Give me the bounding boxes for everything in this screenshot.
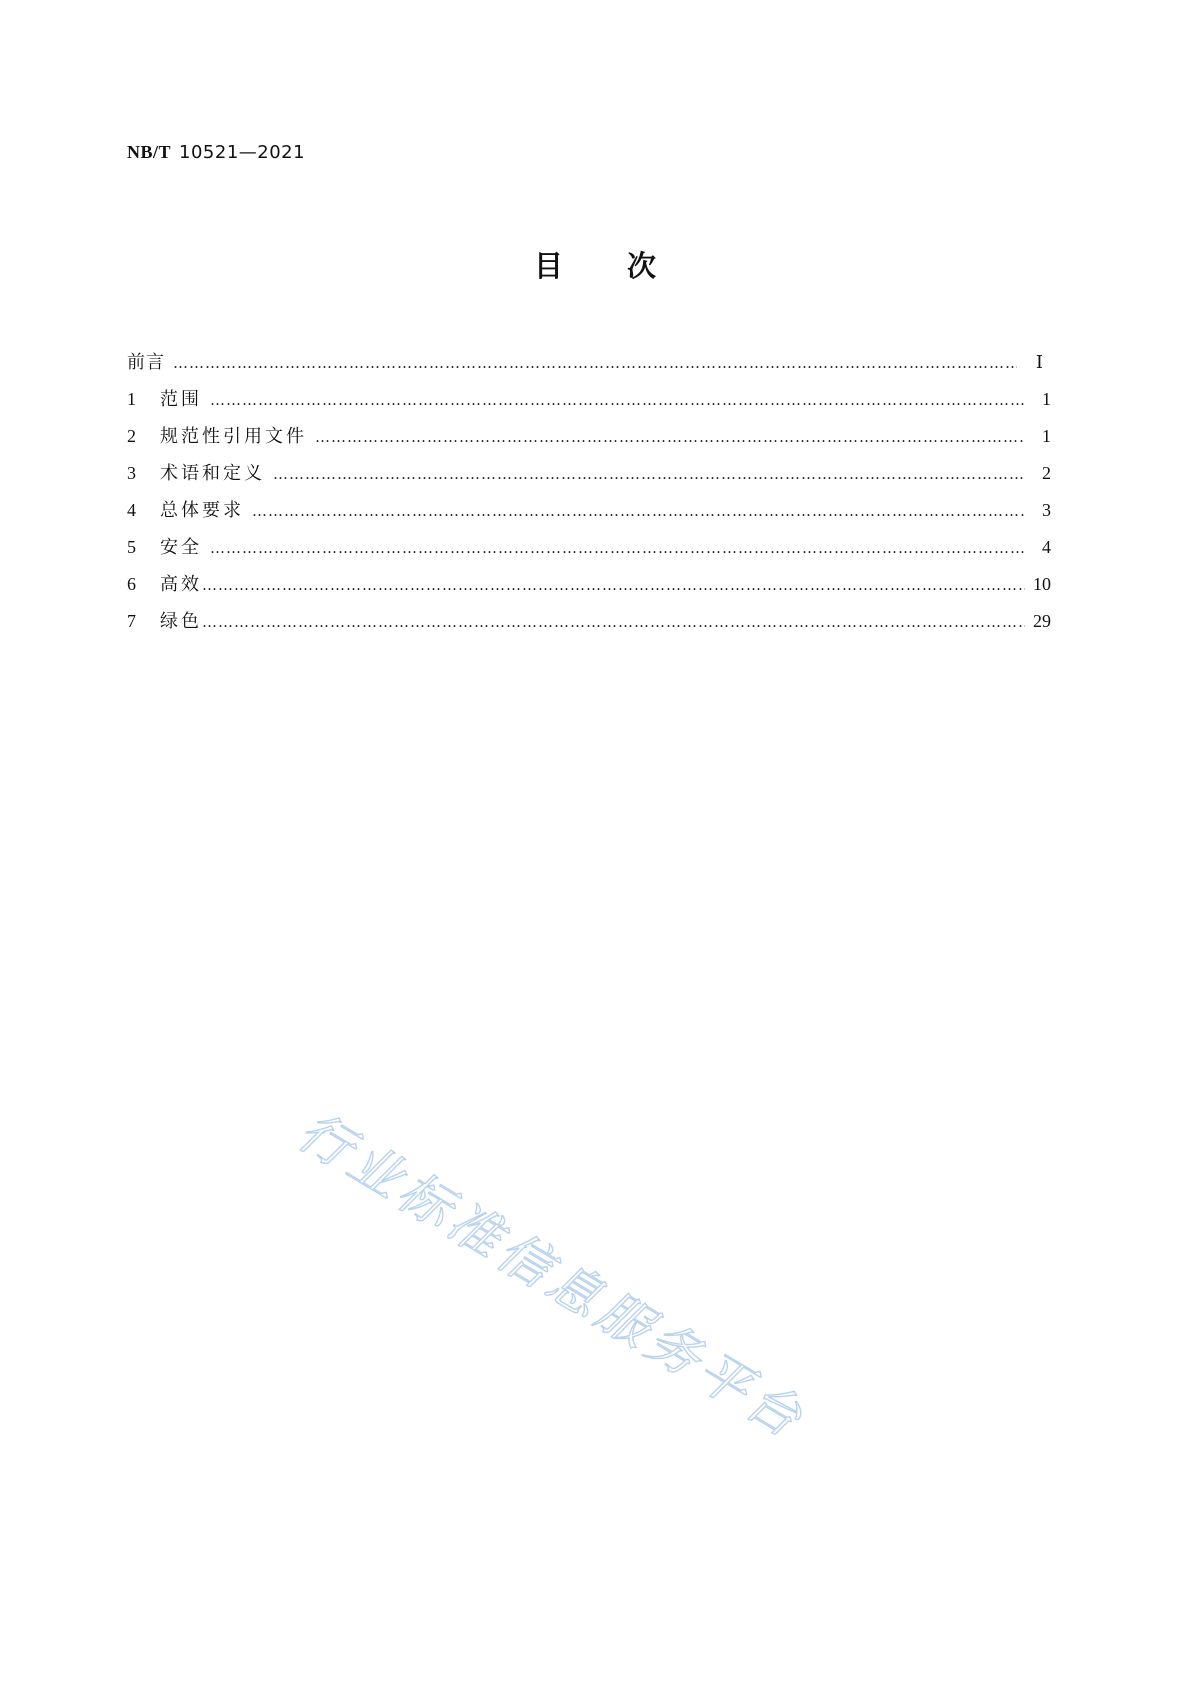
toc-entry-page: 3 <box>1042 500 1051 520</box>
toc-entry-scope[interactable] <box>127 381 1051 418</box>
toc-dot-leader <box>252 493 1025 530</box>
toc-entry-label: 绿色 <box>160 611 202 632</box>
toc-entry-number: 1 <box>127 389 136 409</box>
page-title: 目次 <box>533 249 720 283</box>
toc-dot-leader <box>210 382 1025 419</box>
toc-entry-label: 规范性引用文件 <box>160 426 307 447</box>
toc-dot-leader <box>315 419 1025 456</box>
toc-entry-label: 范围 <box>160 389 202 410</box>
toc-entry-label: 总体要求 <box>160 500 244 521</box>
toc-entry-number: 4 <box>127 500 136 520</box>
toc-entry-green[interactable] <box>127 603 1051 640</box>
toc-entry-general-requirements[interactable] <box>127 492 1051 529</box>
toc-entry-number: 7 <box>127 611 136 631</box>
toc-entry-label: 前言 <box>127 352 165 373</box>
toc-entry-page: 1 <box>1042 426 1051 446</box>
toc-entry-number: 2 <box>127 426 136 446</box>
toc-entry-page: 2 <box>1042 463 1051 483</box>
toc-entry-number: 3 <box>127 463 136 483</box>
document-code <box>127 142 305 163</box>
toc-dot-leader <box>173 345 1017 382</box>
toc-dot-leader <box>273 456 1025 493</box>
toc-entry-number: 5 <box>127 537 136 557</box>
toc-entry-label: 高效 <box>160 574 202 595</box>
toc-dot-leader <box>210 530 1025 567</box>
toc-entry-page: 4 <box>1042 537 1051 557</box>
toc-entry-efficiency[interactable] <box>127 566 1051 603</box>
toc-entry-page: Ⅰ <box>1035 352 1043 372</box>
watermark: 行业标准信息服务平台 <box>287 1101 816 1452</box>
toc-entry-number: 6 <box>127 574 136 594</box>
toc-entry-foreword[interactable] <box>127 344 1051 381</box>
document-code-number: 10521—2021 <box>179 142 306 163</box>
toc-entry-label: 安全 <box>160 537 202 558</box>
toc-entry-terms-definitions[interactable] <box>127 455 1051 492</box>
toc-entry-page: 29 <box>1033 611 1051 631</box>
toc-entry-normative-references[interactable] <box>127 418 1051 455</box>
toc-entry-label: 术语和定义 <box>160 463 265 484</box>
table-of-contents <box>127 344 1051 640</box>
toc-entry-page: 1 <box>1042 389 1051 409</box>
document-code-prefix: NB/T <box>127 142 172 162</box>
toc-entry-safety[interactable] <box>127 529 1051 566</box>
toc-dot-leader <box>202 567 1025 604</box>
toc-dot-leader <box>202 604 1025 641</box>
toc-entry-page: 10 <box>1033 574 1051 594</box>
